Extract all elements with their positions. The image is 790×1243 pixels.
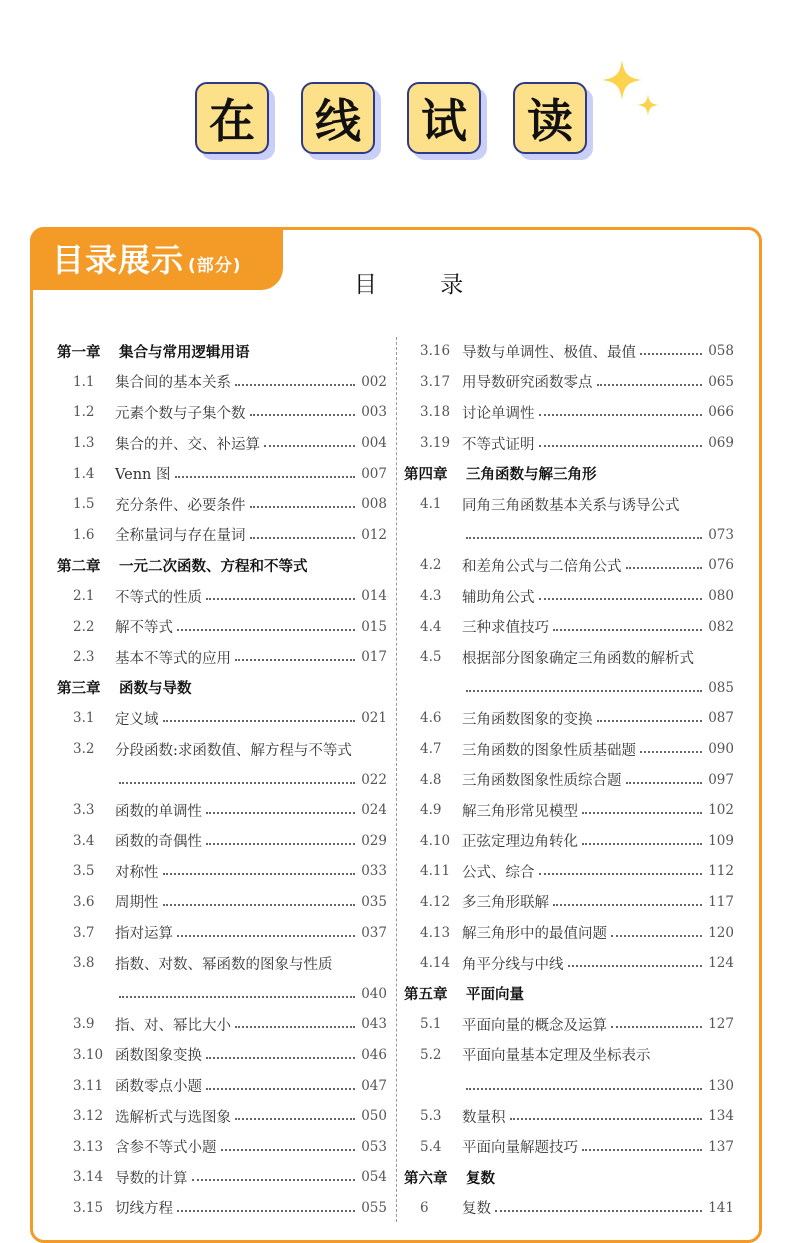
section-title: 三角函数的图象性质基础题 bbox=[462, 742, 636, 759]
dot-leader bbox=[206, 843, 355, 845]
section-number: 3.13 bbox=[73, 1138, 104, 1155]
page-number: 040 bbox=[361, 985, 387, 1002]
section-title: 充分条件、必要条件 bbox=[115, 497, 246, 514]
toc-entry bbox=[57, 1131, 387, 1162]
section-title: 函数的奇偶性 bbox=[115, 834, 202, 851]
toc-chapter bbox=[57, 336, 387, 367]
toc-entry bbox=[57, 1009, 387, 1040]
toc-entry bbox=[57, 795, 387, 826]
toc-entry bbox=[57, 581, 387, 612]
page-number: 012 bbox=[361, 526, 387, 543]
section-number: 3.11 bbox=[73, 1077, 104, 1094]
toc-chapter bbox=[404, 458, 734, 489]
toc-entry bbox=[404, 734, 734, 765]
toc-entry bbox=[57, 397, 387, 428]
section-number: 3.1 bbox=[73, 710, 95, 727]
section-title: 解三角形中的最值问题 bbox=[462, 926, 607, 943]
section-title: 全称量词与存在量词 bbox=[115, 528, 246, 545]
dot-leader bbox=[250, 414, 356, 416]
banner-tile bbox=[407, 82, 481, 154]
toc-entry bbox=[404, 703, 734, 734]
toc-entry-continuation bbox=[57, 764, 387, 795]
section-number: 6 bbox=[420, 1199, 429, 1216]
dot-leader bbox=[177, 935, 355, 937]
section-number: 1.2 bbox=[73, 404, 95, 421]
section-title: 选解析式与选图象 bbox=[115, 1109, 231, 1126]
section-number: 3.2 bbox=[73, 741, 95, 758]
section-number: 3.3 bbox=[73, 802, 95, 819]
section-title: 导数与单调性、极值、最值 bbox=[462, 344, 636, 361]
toc-entry-continuation bbox=[404, 520, 734, 551]
dot-leader bbox=[206, 812, 355, 814]
section-number: 2.3 bbox=[73, 649, 95, 666]
section-number: 4.6 bbox=[420, 710, 442, 727]
page-number: 090 bbox=[708, 741, 734, 758]
banner-char: 线 bbox=[301, 82, 375, 154]
toc-entry bbox=[57, 856, 387, 887]
toc-entry bbox=[57, 734, 387, 765]
dot-leader bbox=[177, 1210, 355, 1212]
toc-entry bbox=[57, 611, 387, 642]
section-title: 多三角形联解 bbox=[462, 895, 549, 912]
toc-column-left bbox=[57, 336, 387, 1223]
toc-entry bbox=[404, 1131, 734, 1162]
section-number: 4.3 bbox=[420, 588, 442, 605]
chapter-title: 平面向量 bbox=[466, 987, 524, 1004]
toc-entry bbox=[57, 703, 387, 734]
section-number: 4.14 bbox=[420, 955, 451, 972]
page-number: 003 bbox=[361, 404, 387, 421]
section-title: 函数的单调性 bbox=[115, 803, 202, 820]
dot-leader bbox=[539, 598, 703, 600]
page-number: 069 bbox=[708, 435, 734, 452]
section-title: 函数零点小题 bbox=[115, 1079, 202, 1096]
chapter-number: 第五章 bbox=[404, 987, 448, 1004]
page-number: 017 bbox=[361, 649, 387, 666]
page-number: 053 bbox=[361, 1138, 387, 1155]
dot-leader bbox=[119, 782, 355, 784]
dot-leader bbox=[163, 873, 356, 875]
chapter-title: 复数 bbox=[466, 1170, 495, 1187]
tag-subtitle: (部分) bbox=[188, 256, 242, 276]
dot-leader bbox=[510, 1118, 703, 1120]
toc-entry bbox=[57, 1070, 387, 1101]
section-title: 切线方程 bbox=[115, 1201, 173, 1218]
dot-leader bbox=[163, 904, 356, 906]
section-number: 3.4 bbox=[73, 832, 95, 849]
toc-entry bbox=[404, 1193, 734, 1224]
section-title: 指数、对数、幂函数的图象与性质 bbox=[115, 956, 333, 973]
page-number: 008 bbox=[361, 496, 387, 513]
chapter-title: 集合与常用逻辑用语 bbox=[119, 344, 250, 361]
dot-leader bbox=[640, 353, 702, 355]
dot-leader bbox=[206, 598, 355, 600]
toc-entry bbox=[404, 948, 734, 979]
section-title: 集合的并、交、补运算 bbox=[115, 436, 260, 453]
toc-entry bbox=[57, 367, 387, 398]
page-number: 117 bbox=[708, 893, 734, 910]
page-number: 066 bbox=[708, 404, 734, 421]
section-number: 4.1 bbox=[420, 496, 442, 513]
section-number: 5.3 bbox=[420, 1108, 442, 1125]
section-number: 4.4 bbox=[420, 618, 442, 635]
toc-entry bbox=[404, 764, 734, 795]
dot-leader bbox=[206, 1088, 355, 1090]
page-number: 043 bbox=[361, 1016, 387, 1033]
page-number: 076 bbox=[708, 557, 734, 574]
section-title: 指、对、幂比大小 bbox=[115, 1017, 231, 1034]
section-number: 4.7 bbox=[420, 741, 442, 758]
dot-leader bbox=[466, 537, 702, 539]
section-tag bbox=[30, 227, 283, 290]
page-number: 050 bbox=[361, 1108, 387, 1125]
dot-leader bbox=[568, 965, 703, 967]
page-number: 073 bbox=[708, 526, 734, 543]
section-title: 数量积 bbox=[462, 1109, 506, 1126]
dot-leader bbox=[611, 935, 702, 937]
page-number: 137 bbox=[708, 1138, 734, 1155]
section-number: 4.5 bbox=[420, 649, 442, 666]
toc-entry bbox=[57, 917, 387, 948]
dot-leader bbox=[582, 843, 702, 845]
section-number: 1.5 bbox=[73, 496, 95, 513]
section-title: 公式、综合 bbox=[462, 864, 535, 881]
dot-leader bbox=[192, 1179, 356, 1181]
banner-tile bbox=[513, 82, 587, 154]
sparkle-icon bbox=[600, 58, 664, 124]
toc-entry bbox=[57, 489, 387, 520]
banner-char: 试 bbox=[407, 82, 481, 154]
page-number: 037 bbox=[361, 924, 387, 941]
section-number: 3.10 bbox=[73, 1046, 104, 1063]
section-title: 周期性 bbox=[115, 895, 159, 912]
page-number: 112 bbox=[708, 863, 734, 880]
toc-entry bbox=[404, 428, 734, 459]
toc-entry bbox=[57, 1101, 387, 1132]
dot-leader bbox=[264, 445, 355, 447]
section-number: 3.6 bbox=[73, 893, 95, 910]
toc-entry bbox=[57, 826, 387, 857]
toc-chapter bbox=[57, 550, 387, 581]
toc-entry bbox=[57, 948, 387, 979]
section-title: 指对运算 bbox=[115, 926, 173, 943]
section-title: 集合间的基本关系 bbox=[115, 375, 231, 392]
section-title: 导数的计算 bbox=[115, 1170, 188, 1187]
section-title: 三角函数图象的变换 bbox=[462, 711, 593, 728]
section-title: 不等式的性质 bbox=[115, 589, 202, 606]
dot-leader bbox=[177, 629, 355, 631]
page-number: 021 bbox=[361, 710, 387, 727]
page-number: 029 bbox=[361, 832, 387, 849]
chapter-number: 第四章 bbox=[404, 467, 448, 484]
section-title: 角平分线与中线 bbox=[462, 956, 564, 973]
section-number: 3.9 bbox=[73, 1016, 95, 1033]
toc-entry bbox=[404, 550, 734, 581]
section-number: 4.11 bbox=[420, 863, 451, 880]
toc-entry bbox=[404, 795, 734, 826]
column-divider bbox=[396, 337, 397, 1222]
section-number: 4.13 bbox=[420, 924, 451, 941]
page-number: 087 bbox=[708, 710, 734, 727]
dot-leader bbox=[597, 720, 703, 722]
chapter-title: 三角函数与解三角形 bbox=[466, 467, 597, 484]
page-number: 097 bbox=[708, 771, 734, 788]
section-number: 3.15 bbox=[73, 1199, 104, 1216]
banner-char: 读 bbox=[513, 82, 587, 154]
section-title: 同角三角函数基本关系与诱导公式 bbox=[462, 497, 680, 514]
toc-entry bbox=[57, 458, 387, 489]
section-number: 4.2 bbox=[420, 557, 442, 574]
section-title: 元素个数与子集个数 bbox=[115, 405, 246, 422]
banner-tile bbox=[301, 82, 375, 154]
section-title: 平面向量的概念及运算 bbox=[462, 1017, 607, 1034]
section-number: 3.7 bbox=[73, 924, 95, 941]
section-number: 3.19 bbox=[420, 435, 451, 452]
section-number: 3.12 bbox=[73, 1108, 104, 1125]
section-number: 3.14 bbox=[73, 1169, 104, 1186]
section-number: 4.9 bbox=[420, 802, 442, 819]
toc-entry bbox=[404, 642, 734, 673]
section-number: 1.6 bbox=[73, 526, 95, 543]
section-number: 4.8 bbox=[420, 771, 442, 788]
section-number: 3.8 bbox=[73, 955, 95, 972]
dot-leader bbox=[119, 996, 355, 998]
tag-title: 目录展示 bbox=[52, 241, 185, 279]
dot-leader bbox=[640, 751, 702, 753]
section-number: 5.1 bbox=[420, 1016, 442, 1033]
section-title: 平面向量基本定理及坐标表示 bbox=[462, 1048, 651, 1065]
section-number: 1.4 bbox=[73, 465, 95, 482]
section-title: 定义域 bbox=[115, 711, 159, 728]
section-title: 和差角公式与二倍角公式 bbox=[462, 558, 622, 575]
page-number: 055 bbox=[361, 1199, 387, 1216]
chapter-number: 第二章 bbox=[57, 558, 101, 575]
section-title: 辅助角公式 bbox=[462, 589, 535, 606]
dot-leader bbox=[539, 414, 703, 416]
toc-entry bbox=[404, 856, 734, 887]
page-number: 047 bbox=[361, 1077, 387, 1094]
section-title: 对称性 bbox=[115, 864, 159, 881]
toc-entry-continuation bbox=[404, 673, 734, 704]
page-number: 102 bbox=[708, 802, 734, 819]
section-title: 平面向量解题技巧 bbox=[462, 1140, 578, 1157]
toc-entry-continuation bbox=[57, 978, 387, 1009]
page-number: 134 bbox=[708, 1108, 734, 1125]
page-number: 015 bbox=[361, 618, 387, 635]
dot-leader bbox=[553, 629, 702, 631]
section-title: 基本不等式的应用 bbox=[115, 650, 231, 667]
toc-entry bbox=[404, 611, 734, 642]
section-title: 解三角形常见模型 bbox=[462, 803, 578, 820]
toc-entry bbox=[57, 520, 387, 551]
dot-leader bbox=[235, 384, 355, 386]
dot-leader bbox=[221, 1149, 356, 1151]
dot-leader bbox=[250, 506, 356, 508]
dot-leader bbox=[250, 537, 356, 539]
section-title: Venn 图 bbox=[115, 467, 171, 484]
page-number: 130 bbox=[708, 1077, 734, 1094]
dot-leader bbox=[611, 1026, 702, 1028]
page-number: 004 bbox=[361, 435, 387, 452]
dot-leader bbox=[626, 567, 703, 569]
dot-leader bbox=[466, 1088, 702, 1090]
dot-leader bbox=[495, 1210, 702, 1212]
toc-column-right bbox=[404, 336, 734, 1223]
toc-entry bbox=[57, 428, 387, 459]
dot-leader bbox=[235, 1118, 355, 1120]
dot-leader bbox=[163, 720, 356, 722]
toc-entry bbox=[404, 1009, 734, 1040]
section-number: 2.2 bbox=[73, 618, 95, 635]
toc-entry bbox=[404, 826, 734, 857]
dot-leader bbox=[626, 782, 703, 784]
dot-leader bbox=[206, 1057, 355, 1059]
banner-char: 在 bbox=[195, 82, 269, 154]
chapter-number: 第六章 bbox=[404, 1170, 448, 1187]
toc-entry bbox=[57, 642, 387, 673]
page-number: 127 bbox=[708, 1016, 734, 1033]
page-number: 002 bbox=[361, 373, 387, 390]
section-title: 含参不等式小题 bbox=[115, 1140, 217, 1157]
section-title: 分段函数:求函数值、解方程与不等式 bbox=[115, 742, 352, 759]
toc-chapter bbox=[404, 1162, 734, 1193]
toc-entry bbox=[404, 336, 734, 367]
section-title: 正弦定理边角转化 bbox=[462, 834, 578, 851]
page-number: 024 bbox=[361, 802, 387, 819]
dot-leader bbox=[235, 659, 355, 661]
section-number: 1.3 bbox=[73, 435, 95, 452]
section-title: 复数 bbox=[462, 1201, 491, 1218]
page-number: 120 bbox=[708, 924, 734, 941]
toc-entry bbox=[404, 397, 734, 428]
section-title: 根据部分图象确定三角函数的解析式 bbox=[462, 650, 694, 667]
toc-title: 目 录 bbox=[354, 272, 492, 298]
toc-chapter bbox=[57, 673, 387, 704]
toc-entry bbox=[404, 489, 734, 520]
chapter-title: 函数与导数 bbox=[119, 681, 192, 698]
dot-leader bbox=[466, 690, 702, 692]
page-number: 080 bbox=[708, 588, 734, 605]
toc-entry-continuation bbox=[404, 1070, 734, 1101]
page-number: 141 bbox=[708, 1199, 734, 1216]
page-number: 033 bbox=[361, 863, 387, 880]
toc-entry bbox=[57, 1040, 387, 1071]
page-number: 054 bbox=[361, 1169, 387, 1186]
section-number: 3.18 bbox=[420, 404, 451, 421]
toc-entry bbox=[404, 887, 734, 918]
toc-entry bbox=[404, 367, 734, 398]
dot-leader bbox=[539, 445, 703, 447]
section-title: 解不等式 bbox=[115, 620, 173, 637]
section-number: 3.5 bbox=[73, 863, 95, 880]
toc-entry bbox=[404, 1040, 734, 1071]
section-title: 三角函数图象性质综合题 bbox=[462, 773, 622, 790]
section-number: 5.2 bbox=[420, 1046, 442, 1063]
page-number: 058 bbox=[708, 343, 734, 360]
section-number: 2.1 bbox=[73, 588, 95, 605]
section-title: 函数图象变换 bbox=[115, 1048, 202, 1065]
page-number: 022 bbox=[361, 771, 387, 788]
page-number: 065 bbox=[708, 373, 734, 390]
section-number: 4.10 bbox=[420, 832, 451, 849]
dot-leader bbox=[175, 476, 355, 478]
page-number: 035 bbox=[361, 893, 387, 910]
toc-entry bbox=[404, 1101, 734, 1132]
section-title: 不等式证明 bbox=[462, 436, 535, 453]
hero-banner bbox=[0, 0, 790, 205]
page-number: 085 bbox=[708, 679, 734, 696]
dot-leader bbox=[582, 1149, 702, 1151]
section-number: 4.12 bbox=[420, 893, 451, 910]
page-number: 124 bbox=[708, 955, 734, 972]
section-number: 3.16 bbox=[420, 343, 451, 360]
dot-leader bbox=[553, 904, 702, 906]
dot-leader bbox=[597, 384, 703, 386]
section-title: 讨论单调性 bbox=[462, 405, 535, 422]
toc-entry bbox=[57, 887, 387, 918]
section-number: 3.17 bbox=[420, 373, 451, 390]
page-number: 007 bbox=[361, 465, 387, 482]
section-title: 三种求值技巧 bbox=[462, 620, 549, 637]
dot-leader bbox=[539, 873, 703, 875]
section-number: 1.1 bbox=[73, 373, 95, 390]
section-number: 5.4 bbox=[420, 1138, 442, 1155]
banner-tile bbox=[195, 82, 269, 154]
page-number: 109 bbox=[708, 832, 734, 849]
page-number: 046 bbox=[361, 1046, 387, 1063]
toc-entry bbox=[404, 581, 734, 612]
dot-leader bbox=[582, 812, 702, 814]
toc-entry bbox=[57, 1193, 387, 1224]
dot-leader bbox=[235, 1026, 355, 1028]
toc-entry bbox=[404, 917, 734, 948]
chapter-number: 第三章 bbox=[57, 681, 101, 698]
page-number: 014 bbox=[361, 588, 387, 605]
chapter-title: 一元二次函数、方程和不等式 bbox=[119, 558, 308, 575]
chapter-number: 第一章 bbox=[57, 344, 101, 361]
toc-chapter bbox=[404, 978, 734, 1009]
section-title: 用导数研究函数零点 bbox=[462, 375, 593, 392]
page-number: 082 bbox=[708, 618, 734, 635]
toc-entry bbox=[57, 1162, 387, 1193]
